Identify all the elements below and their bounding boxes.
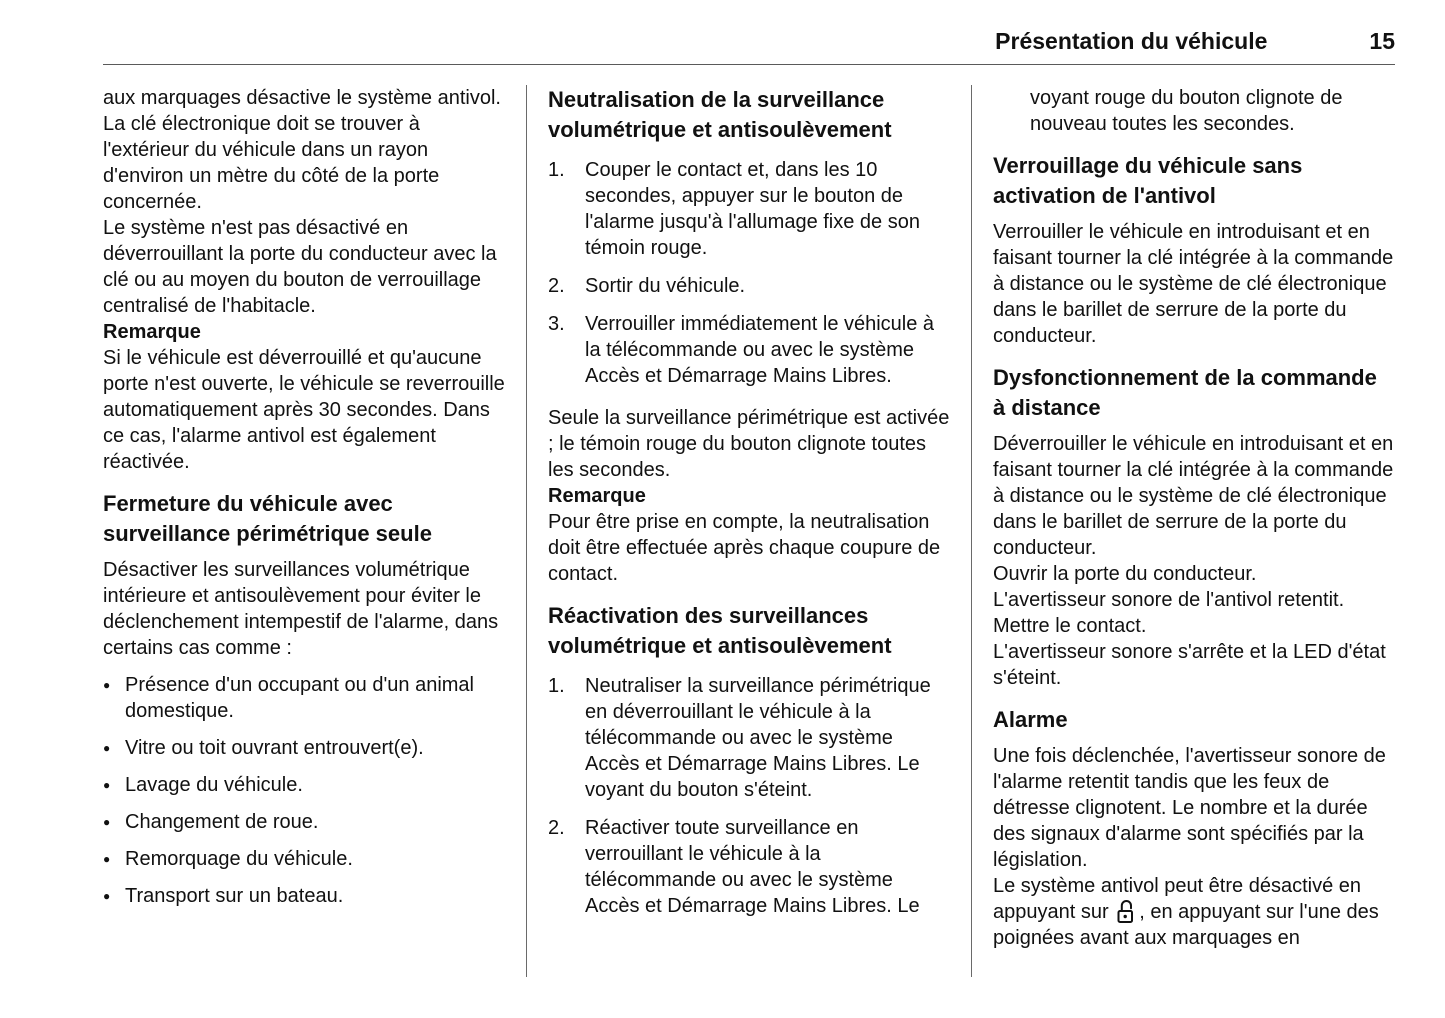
list-item [103, 735, 505, 761]
section-heading: Réactivation des surveillances volumétrique et antisoulèvement [548, 603, 892, 658]
bullet-icon: ● [103, 852, 111, 866]
list-item-text: Couper le contact et, dans les 10 secondes, appuyer sur le bouton de l'alarme jusqu'à l'allumage fixe de son témoin rouge. [585, 159, 920, 259]
list-item [103, 809, 505, 835]
paragraph: Verrouiller le véhicule en introduisant et en faisant tourner la clé intégrée à la commande à distance ou le système de clé électronique dans le barillet de serrure de la porte du conducteur. [993, 221, 1394, 347]
paragraph: L'avertisseur sonore de l'antivol retentit. [993, 589, 1345, 611]
bullet-text: Changement de roue. [125, 811, 319, 833]
paragraph-with-icon [993, 873, 1395, 951]
column-left [103, 85, 505, 977]
list-item [103, 846, 505, 872]
section-heading: Fermeture du véhicule avec surveillance périmétrique seule [103, 491, 432, 546]
page-header [103, 28, 1395, 65]
bullet-icon: ● [103, 678, 111, 692]
list-item-number: 1. [548, 159, 565, 181]
column-right [993, 85, 1395, 977]
list-item-number: 1. [548, 675, 565, 697]
bullet-text: Remorquage du véhicule. [125, 848, 353, 870]
list-item [548, 273, 950, 299]
numbered-list [548, 157, 950, 389]
bullet-text: Vitre ou toit ouvrant entrouvert(e). [125, 737, 424, 759]
list-item-text: Réactiver toute surveillance en verrouillant le véhicule à la télécommande ou avec le système Accès et Démarrage Mains Libres. Le [585, 817, 920, 917]
list-item-number: 3. [548, 313, 565, 335]
bullet-text: Transport sur un bateau. [125, 885, 344, 907]
bullet-icon: ● [103, 778, 111, 792]
list-item [548, 815, 950, 919]
bullet-text: Présence d'un occupant ou d'un animal domestique. [125, 674, 474, 722]
note-text: Pour être prise en compte, la neutralisation doit être effectuée après chaque coupure de contact. [548, 511, 941, 585]
page-number: 15 [1369, 28, 1395, 54]
paragraph: Ouvrir la porte du conducteur. [993, 563, 1257, 585]
list-item [548, 157, 950, 261]
bullet-icon: ● [103, 815, 111, 829]
paragraph: Une fois déclenchée, l'avertisseur sonore de l'alarme retentit tandis que les feux de détresse clignotent. Le nombre et la durée des signaux d'alarme sont spécifiés par la législation. [993, 745, 1386, 871]
page-title: Présentation du véhicule [995, 28, 1268, 54]
section-heading: Verrouillage du véhicule sans activation de l'antivol [993, 153, 1303, 208]
column-divider [971, 85, 972, 977]
section-heading: Neutralisation de la surveillance volumétrique et antisoulèvement [548, 87, 892, 142]
column-divider [526, 85, 527, 977]
bullet-text: Lavage du véhicule. [125, 774, 303, 796]
list-item [103, 772, 505, 798]
bullet-icon: ● [103, 889, 111, 903]
paragraph: Mettre le contact. [993, 615, 1147, 637]
section-heading: Dysfonctionnement de la commande à distance [993, 365, 1377, 420]
note-label: Remarque [548, 485, 646, 507]
unlock-icon [1117, 899, 1136, 924]
list-item [103, 672, 505, 724]
note-label: Remarque [103, 321, 201, 343]
columns-container [103, 85, 1395, 977]
numbered-list [548, 673, 950, 919]
list-item-text: Verrouiller immédiatement le véhicule à la télécommande ou avec le système Accès et Démarrage Mains Libres. [585, 313, 935, 387]
note-text: Si le véhicule est déverrouillé et qu'aucune porte n'est ouverte, le véhicule se reverrouille automatiquement après 30 secondes. Dans ce cas, l'alarme antivol est également réactivée. [103, 347, 505, 473]
column-middle [548, 85, 950, 977]
list-item [548, 311, 950, 389]
paragraph: aux marquages désactive le système antivol. [103, 87, 501, 109]
paragraph: La clé électronique doit se trouver à l'extérieur du véhicule dans un rayon d'environ un mètre du côté de la porte concernée. [103, 113, 440, 213]
bullet-list [103, 672, 505, 909]
bullet-icon: ● [103, 741, 111, 755]
list-item-number: 2. [548, 817, 565, 839]
paragraph: L'avertisseur sonore s'arrête et la LED d'état s'éteint. [993, 641, 1386, 689]
list-item [103, 883, 505, 909]
list-item-number: 2. [548, 275, 565, 297]
list-continuation-text: voyant rouge du bouton clignote de nouveau toutes les secondes. [1030, 87, 1343, 135]
paragraph: Déverrouiller le véhicule en introduisant et en faisant tourner la clé intégrée à la commande à distance ou le système de clé électronique dans le barillet de serrure de la porte du conducteur. [993, 433, 1394, 559]
paragraph: Le système n'est pas désactivé en déverrouillant la porte du conducteur avec la clé ou au moyen du bouton de verrouillage centralisé de l'habitacle. [103, 217, 497, 317]
list-item-text: Sortir du véhicule. [585, 275, 746, 297]
list-item [548, 673, 950, 803]
text-before-icon: Le système antivol peut être désactivé en appuyant sur [993, 875, 1361, 923]
section-heading: Alarme [993, 707, 1068, 732]
paragraph: Seule la surveillance périmétrique est activée ; le témoin rouge du bouton clignote toutes les secondes. [548, 407, 950, 481]
list-item-text: Neutraliser la surveillance périmétrique en déverrouillant le véhicule à la télécommande ou avec le système Accès et Démarrage Mains Libres. Le voyant du bouton s'éteint. [585, 675, 931, 801]
text-after-icon: , en appuyant sur l'une des poignées avant aux marquages en [993, 901, 1379, 949]
paragraph: Désactiver les surveillances volumétrique intérieure et antisoulèvement pour éviter le déclenchement intempestif de l'alarme, dans certains cas comme : [103, 559, 499, 659]
